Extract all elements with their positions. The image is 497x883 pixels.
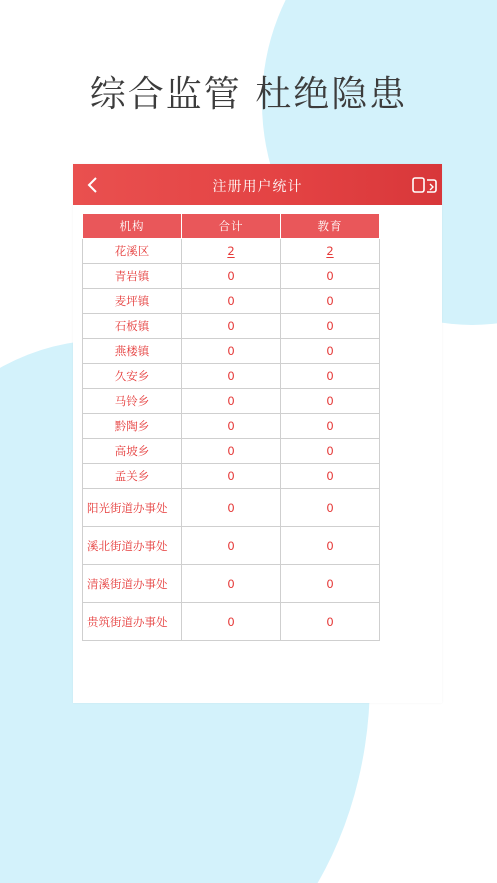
table-row[interactable] <box>83 264 380 289</box>
org-cell: 石板镇 <box>83 314 182 339</box>
total-cell: 0 <box>182 364 281 389</box>
column-header-org: 机构 <box>83 214 182 239</box>
table-row[interactable] <box>83 314 380 339</box>
total-cell: 0 <box>182 414 281 439</box>
org-cell: 溪北街道办事处 <box>83 527 182 565</box>
edu-cell: 0 <box>281 289 380 314</box>
table-row[interactable] <box>83 364 380 389</box>
total-cell: 0 <box>182 489 281 527</box>
page-title: 注册用户统计 <box>212 179 303 195</box>
table-row[interactable] <box>83 414 380 439</box>
edu-cell: 0 <box>281 364 380 389</box>
edu-cell: 0 <box>281 439 380 464</box>
registered-users-table <box>82 213 380 641</box>
org-cell: 青岩镇 <box>83 264 182 289</box>
org-cell: 孟关乡 <box>83 464 182 489</box>
org-cell: 高坡乡 <box>83 439 182 464</box>
total-cell: 0 <box>182 527 281 565</box>
screen-rotate-icon[interactable] <box>412 176 438 194</box>
edu-cell: 0 <box>281 389 380 414</box>
promo-headline: 综合监管 杜绝隐患 <box>89 74 408 115</box>
app-screen <box>73 164 442 703</box>
table-row[interactable] <box>83 289 380 314</box>
total-cell: 0 <box>182 389 281 414</box>
total-cell: 0 <box>182 603 281 641</box>
org-cell: 久安乡 <box>83 364 182 389</box>
table-row[interactable] <box>83 439 380 464</box>
total-cell: 0 <box>182 464 281 489</box>
total-cell: 0 <box>182 264 281 289</box>
total-cell: 0 <box>182 565 281 603</box>
table-row[interactable] <box>83 464 380 489</box>
table-row[interactable] <box>83 527 380 565</box>
edu-cell: 0 <box>281 565 380 603</box>
edu-cell: 0 <box>281 464 380 489</box>
table-row[interactable] <box>83 603 380 641</box>
table-row[interactable] <box>83 389 380 414</box>
edu-cell: 0 <box>281 339 380 364</box>
edu-cell[interactable] <box>281 239 380 264</box>
edu-value[interactable]: 2 <box>326 244 334 258</box>
total-cell: 0 <box>182 439 281 464</box>
table-header-row <box>83 214 380 239</box>
total-value[interactable]: 2 <box>227 244 235 258</box>
org-cell: 燕楼镇 <box>83 339 182 364</box>
table-row[interactable] <box>83 339 380 364</box>
org-cell: 阳光街道办事处 <box>83 489 182 527</box>
org-cell: 马铃乡 <box>83 389 182 414</box>
table-row[interactable] <box>83 489 380 527</box>
column-header-total: 合计 <box>182 214 281 239</box>
table-row[interactable] <box>83 565 380 603</box>
org-cell: 黔陶乡 <box>83 414 182 439</box>
org-cell: 麦坪镇 <box>83 289 182 314</box>
org-cell: 清溪街道办事处 <box>83 565 182 603</box>
column-header-edu: 教育 <box>281 214 380 239</box>
edu-cell: 0 <box>281 603 380 641</box>
edu-cell: 0 <box>281 314 380 339</box>
total-cell: 0 <box>182 289 281 314</box>
edu-cell: 0 <box>281 527 380 565</box>
edu-cell: 0 <box>281 264 380 289</box>
total-cell[interactable] <box>182 239 281 264</box>
table-row[interactable] <box>83 239 380 264</box>
org-cell: 贵筑街道办事处 <box>83 603 182 641</box>
edu-cell: 0 <box>281 414 380 439</box>
edu-cell: 0 <box>281 489 380 527</box>
total-cell: 0 <box>182 339 281 364</box>
org-cell: 花溪区 <box>83 239 182 264</box>
total-cell: 0 <box>182 314 281 339</box>
app-bar <box>73 164 442 205</box>
